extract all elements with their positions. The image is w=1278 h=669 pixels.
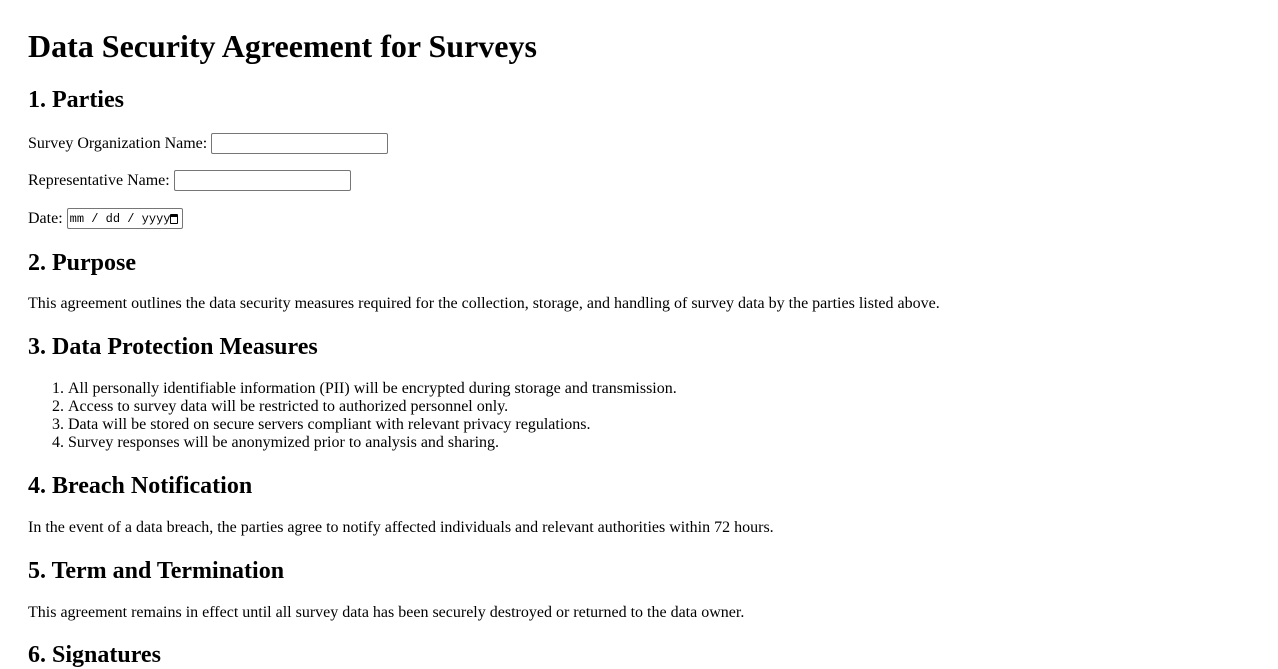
- date-input[interactable]: [67, 208, 183, 229]
- section-heading-breach: 4. Breach Notification: [28, 473, 253, 499]
- rep-name-label: Representative Name:: [28, 171, 170, 189]
- rep-name-input[interactable]: [174, 170, 351, 191]
- rep-name-field: [28, 170, 351, 191]
- section-heading-signatures: 6. Signatures: [28, 642, 161, 668]
- org-name-label: Survey Organization Name:: [28, 134, 208, 152]
- protection-list: [28, 380, 677, 452]
- section-heading-purpose: 2. Purpose: [28, 250, 136, 276]
- org-name-field: [28, 133, 388, 154]
- list-item: 4. Survey responses will be anonymized prior to analysis and sharing.: [68, 434, 677, 452]
- breach-text: In the event of a data breach, the parties agree to notify affected individuals and relevant authorities within 72 hours.: [28, 519, 774, 536]
- page-title: Data Security Agreement for Surveys: [28, 28, 537, 64]
- list-item: 3. Data will be stored on secure servers compliant with relevant privacy regulations.: [68, 416, 677, 434]
- term-text: This agreement remains in effect until all survey data has been securely destroyed or returned to the data owner.: [28, 604, 745, 621]
- list-item: 1. All personally identifiable information (PII) will be encrypted during storage and transmission.: [68, 380, 677, 398]
- section-heading-protection: 3. Data Protection Measures: [28, 334, 318, 360]
- date-placeholder: mm / dd / yyyy: [69, 211, 171, 226]
- section-heading-term: 5. Term and Termination: [28, 558, 285, 584]
- calendar-icon[interactable]: [170, 214, 177, 224]
- date-field: [28, 208, 183, 229]
- section-heading-parties: 1. Parties: [28, 87, 124, 113]
- date-label: Date:: [28, 209, 63, 227]
- purpose-text: This agreement outlines the data security measures required for the collection, storage, and handling of survey data by the parties listed above.: [28, 295, 940, 312]
- org-name-input[interactable]: [211, 133, 388, 154]
- list-item: 2. Access to survey data will be restricted to authorized personnel only.: [68, 398, 677, 416]
